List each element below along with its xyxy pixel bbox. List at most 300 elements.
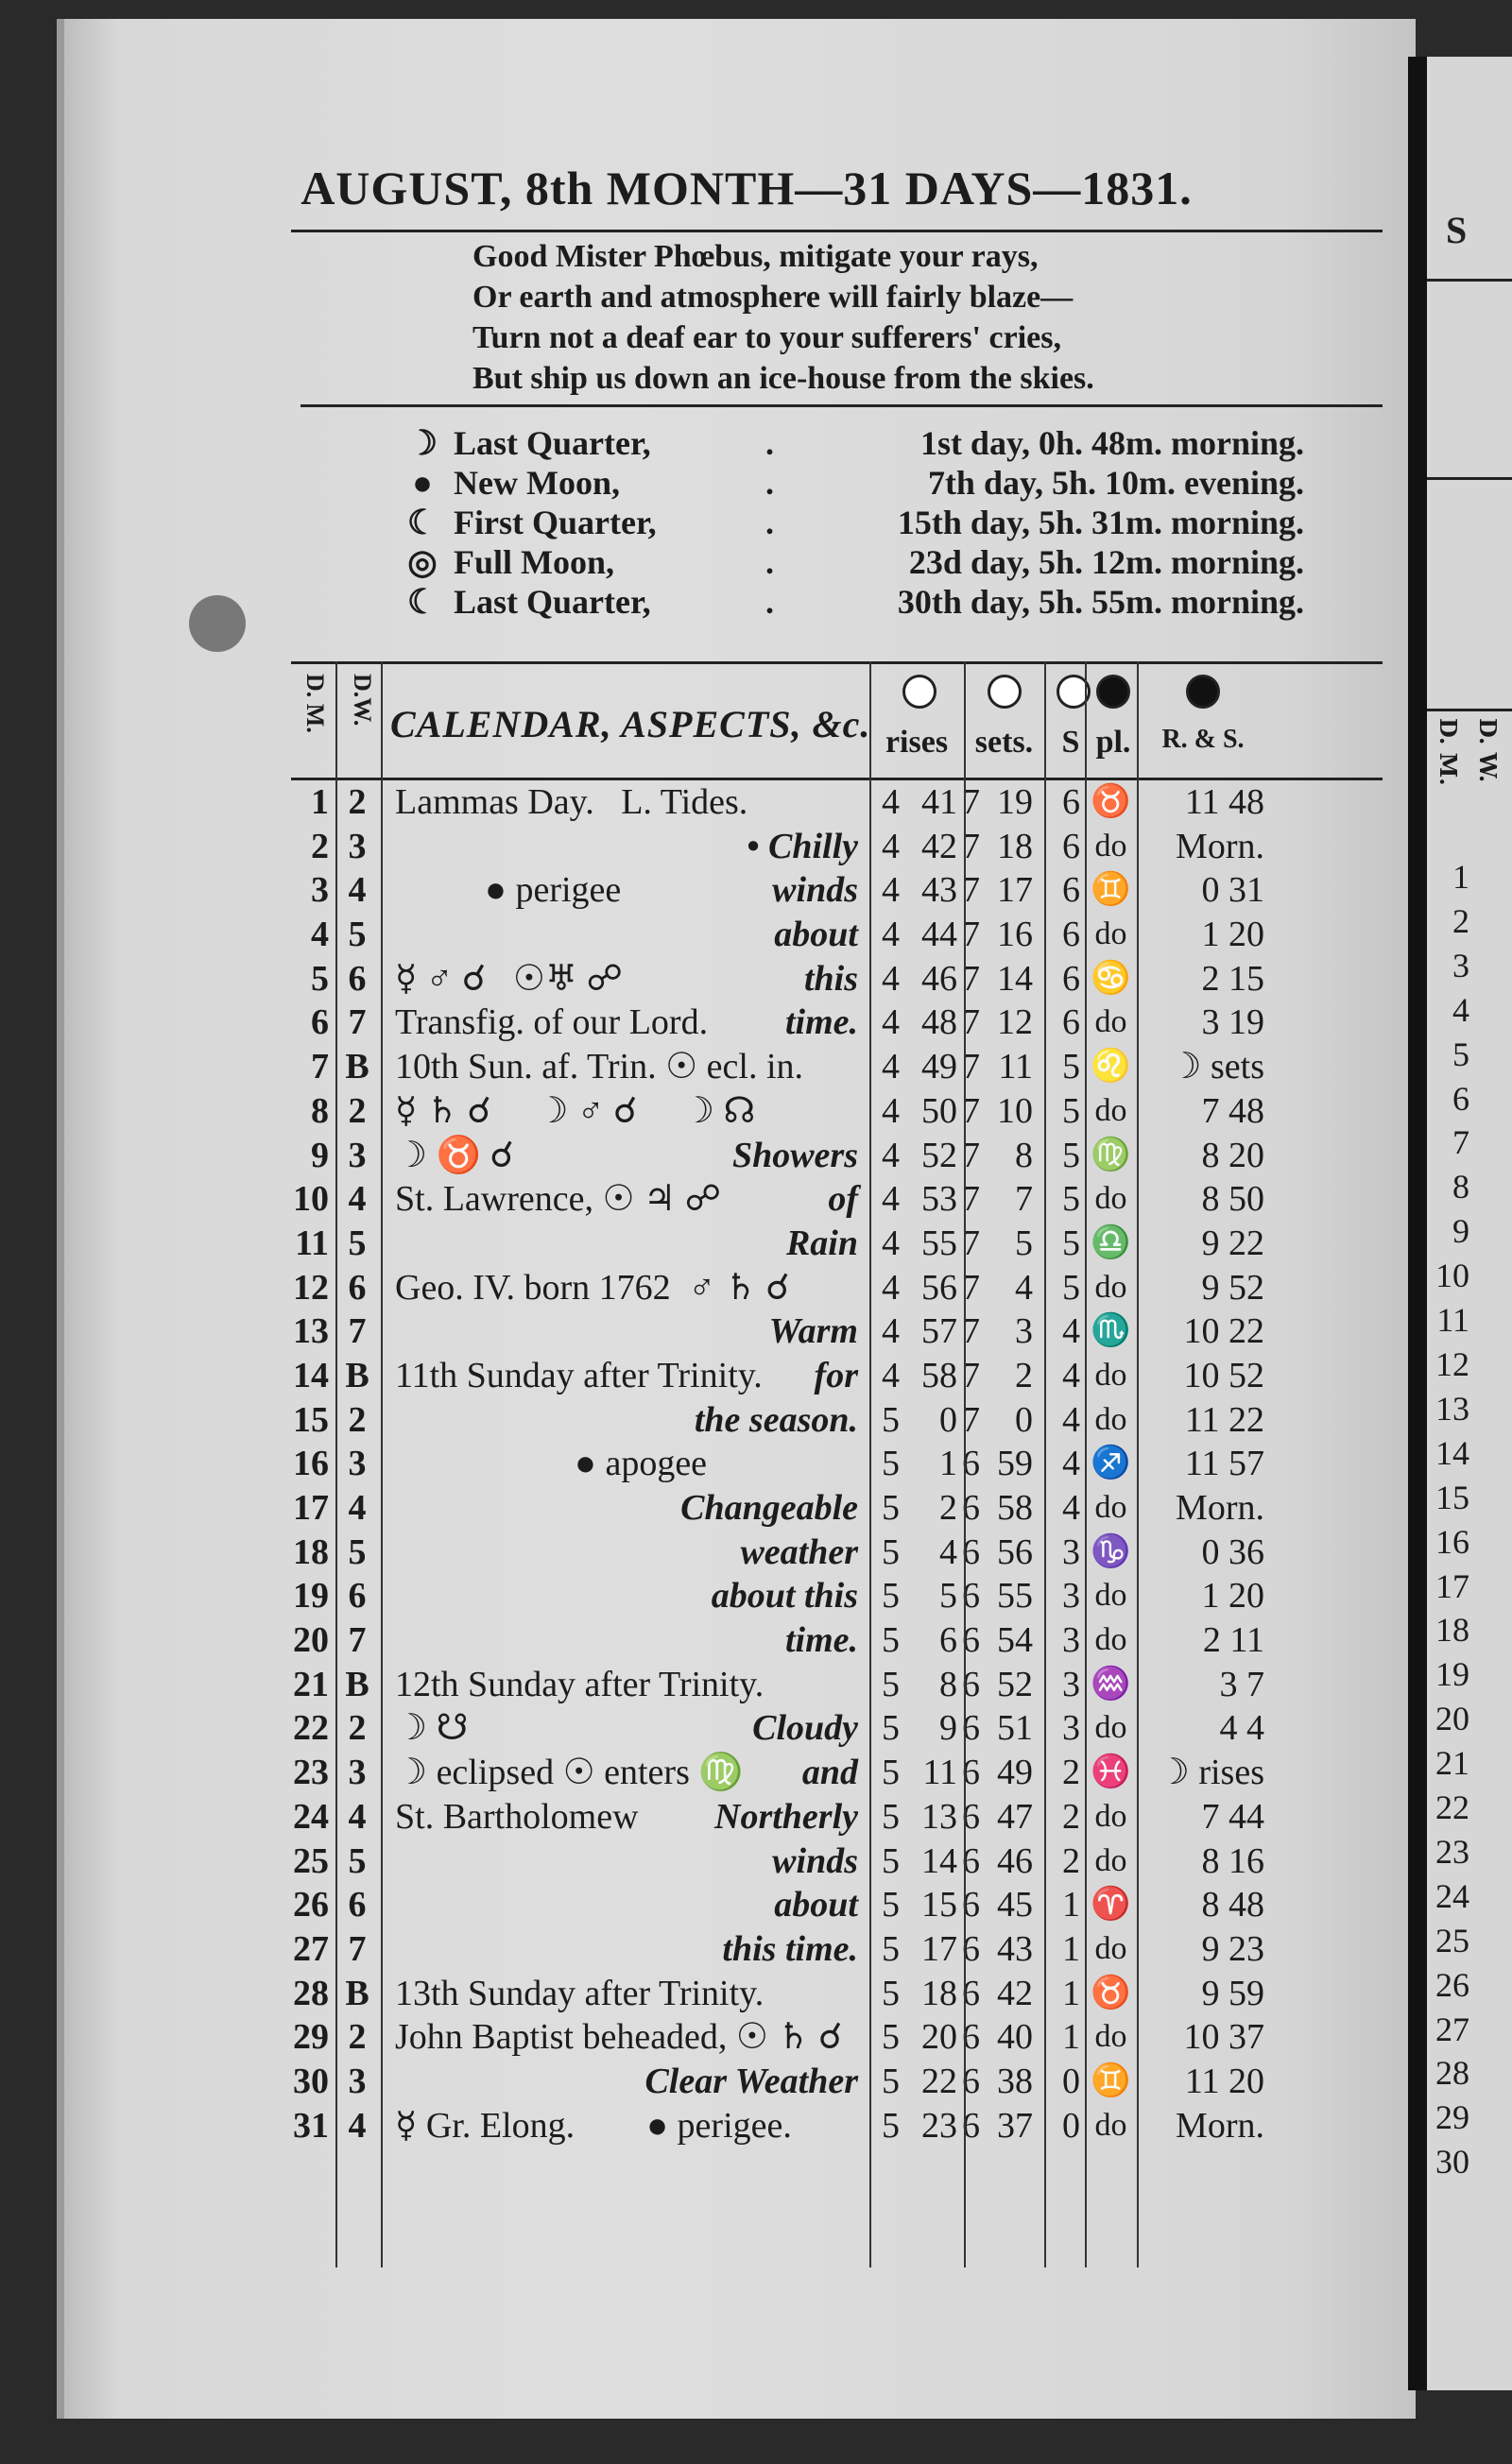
poem-line: Good Mister Phœbus, mitigate your rays, [472, 239, 1039, 274]
table-row [291, 868, 1383, 913]
moon-rise-set: 3 7 [1219, 1664, 1264, 1704]
next-page-fragment [1427, 57, 1512, 2390]
moon-place: do [1094, 1930, 1127, 1966]
sunset-minute: 43 [997, 1928, 1033, 1969]
sunset-minute: 47 [997, 1796, 1033, 1837]
table-row [291, 1486, 1383, 1531]
phase-time: 15th day, 5h. 31m. morning. [897, 504, 1304, 541]
weather-note: winds [772, 1840, 858, 1881]
day-of-month: 5 [311, 958, 329, 999]
day-of-week: 2 [348, 1090, 367, 1131]
next-page-day: 23 [1435, 1832, 1469, 1871]
leader-dot: . [765, 464, 774, 502]
calendar-entry: 13th Sunday after Trinity. [395, 1973, 765, 2013]
day-of-week: B [345, 1355, 369, 1395]
sunrise-hour: 5 [882, 1840, 900, 1881]
next-page-day: 25 [1435, 1921, 1469, 1959]
leader-dot: . [765, 583, 774, 621]
sunset-hour: 6 [962, 1708, 980, 1749]
day-of-week: 3 [348, 826, 367, 866]
table-row [291, 1134, 1383, 1178]
moon-place: do [1094, 1357, 1127, 1393]
day-of-month: 29 [293, 2017, 329, 2058]
sunrise-minute: 15 [921, 1885, 957, 1925]
sunset-minute: 38 [997, 2061, 1033, 2101]
day-of-week: 3 [348, 1444, 367, 1484]
poem [472, 236, 1323, 399]
sunset-hour: 6 [962, 2105, 980, 2146]
day-of-month: 2 [311, 826, 329, 866]
day-of-month: 8 [311, 1090, 329, 1131]
moon-rise-set: Morn. [1176, 2105, 1264, 2146]
sun-slow: 6 [1062, 826, 1080, 866]
next-page-day: 12 [1435, 1344, 1469, 1383]
moon-rise-set: 7 44 [1201, 1796, 1264, 1837]
table-row [291, 1706, 1383, 1751]
sunrise-hour: 5 [882, 1753, 900, 1793]
sunrise-minute: 43 [921, 870, 957, 911]
moon-place-header: pl. [1095, 725, 1131, 760]
sunrise-minute: 56 [921, 1267, 957, 1308]
sun-slow: 1 [1062, 1928, 1080, 1969]
next-page-day: 4 [1452, 990, 1469, 1029]
phase-time: 23d day, 5h. 12m. morning. [908, 543, 1304, 581]
moon-rise-set: 10 52 [1183, 1355, 1264, 1395]
sunset-hour: 6 [962, 1973, 980, 2013]
sun-slow: 3 [1062, 1664, 1080, 1704]
sunset-minute: 40 [997, 2017, 1033, 2058]
sunrise-minute: 23 [921, 2105, 957, 2146]
next-page-day-column [1427, 855, 1469, 2184]
sunrise-minute: 44 [921, 915, 957, 955]
sun-slow: 2 [1062, 1840, 1080, 1881]
sunrise-minute: 2 [939, 1488, 957, 1528]
moon-place: do [1094, 1004, 1127, 1040]
moon-rise-set: 11 20 [1184, 2061, 1264, 2101]
sunset-hour: 7 [962, 1002, 980, 1043]
sunset-hour: 6 [962, 1840, 980, 1881]
weather-note: weather [740, 1531, 858, 1572]
day-of-month: 6 [311, 1002, 329, 1043]
sunrise-hour: 5 [882, 1620, 900, 1661]
next-page-day: 15 [1435, 1478, 1469, 1516]
title-rule [291, 230, 1383, 232]
day-of-week: 4 [348, 1488, 367, 1528]
day-of-month: 7 [311, 1047, 329, 1087]
weather-note: Warm [768, 1311, 858, 1352]
sunrise-hour: 4 [882, 1223, 900, 1263]
day-of-week: 7 [348, 1002, 367, 1043]
weather-note: time. [784, 1620, 858, 1661]
sunset-hour: 7 [962, 782, 980, 822]
table-row [291, 1354, 1383, 1398]
sunset-minute: 4 [1015, 1267, 1033, 1308]
weather-note: for [814, 1355, 858, 1395]
calendar-entry: St. Lawrence, ☉ ♃ ☍ [395, 1179, 722, 1220]
sunrise-minute: 4 [939, 1531, 957, 1572]
sunset-hour: 7 [962, 958, 980, 999]
moon-phases [406, 423, 1304, 622]
day-of-month: 24 [293, 1796, 329, 1837]
sunrise-minute: 48 [921, 1002, 957, 1043]
table-row [291, 1398, 1383, 1443]
sun-slow: 3 [1062, 1576, 1080, 1617]
sunset-minute: 56 [997, 1531, 1033, 1572]
weather-note: Clear Weather [644, 2061, 858, 2101]
leader-dot: . [765, 504, 774, 541]
table-row [291, 1531, 1383, 1575]
day-of-week: 2 [348, 1399, 367, 1440]
weather-note: Rain [785, 1223, 858, 1263]
calendar-entry: John Baptist beheaded, ☉ ♄ ☌ [395, 2017, 843, 2058]
sunset-hour: 7 [962, 1047, 980, 1087]
sunrise-hour: 4 [882, 1002, 900, 1043]
day-of-month: 21 [293, 1664, 329, 1704]
table-row [291, 825, 1383, 869]
sun-slow: 1 [1062, 2017, 1080, 2058]
sunset-minute: 2 [1015, 1355, 1033, 1395]
sunrise-hour: 5 [882, 2017, 900, 2058]
moon-rise-set: 10 22 [1183, 1311, 1264, 1352]
weather-note: the season. [694, 1399, 858, 1440]
sunset-hour: 7 [962, 1311, 980, 1352]
moon-place: do [1094, 1401, 1127, 1437]
table-row [291, 1972, 1383, 2016]
next-page-title-fragment: S [1446, 209, 1468, 251]
table-row [291, 1222, 1383, 1266]
sunset-minute: 52 [997, 1664, 1033, 1704]
moon-place: ♊ [1091, 872, 1131, 908]
sunset-minute: 5 [1015, 1223, 1033, 1263]
weather-note: this [803, 958, 858, 999]
sunrise-hour: 4 [882, 1179, 900, 1220]
sun-slow: 3 [1062, 1531, 1080, 1572]
next-page-day: 24 [1435, 1876, 1469, 1915]
sun-slow: 5 [1062, 1135, 1080, 1175]
sunrise-minute: 18 [921, 1973, 957, 2013]
calendar-table [291, 661, 1383, 2147]
sunset-hour: 6 [962, 1885, 980, 1925]
sun-slow: 6 [1062, 782, 1080, 822]
sun-slow: 0 [1062, 2061, 1080, 2101]
sun-slow: 2 [1062, 1796, 1080, 1837]
weather-note: Cloudy [752, 1708, 858, 1749]
moon-place: do [1094, 1710, 1127, 1746]
sun-slow: 0 [1062, 2105, 1080, 2146]
sunrise-hour: 5 [882, 1488, 900, 1528]
moon-place: ♐ [1091, 1446, 1131, 1481]
day-of-month: 30 [293, 2061, 329, 2101]
sunset-minute: 45 [997, 1885, 1033, 1925]
sunrise-minute: 20 [921, 2017, 957, 2058]
day-of-week: 5 [348, 1223, 367, 1263]
next-page-day: 14 [1435, 1433, 1469, 1472]
sunset-minute: 0 [1015, 1399, 1033, 1440]
table-row [291, 1089, 1383, 1134]
sunrise-minute: 58 [921, 1355, 957, 1395]
moon-place: ♈ [1091, 1887, 1131, 1923]
table-row [291, 1001, 1383, 1045]
moon-place: do [1094, 828, 1127, 864]
table-row [291, 1751, 1383, 1795]
sunset-minute: 14 [997, 958, 1033, 999]
moon-rise-set: 9 59 [1201, 1973, 1264, 2013]
sunrise-hour: 4 [882, 1311, 900, 1352]
sun-slow: 5 [1062, 1267, 1080, 1308]
sunrise-minute: 49 [921, 1047, 957, 1087]
moon-place: ♍ [1091, 1137, 1131, 1172]
day-of-week: 2 [348, 2017, 367, 2058]
moon-place: do [1094, 916, 1127, 952]
calendar-entry: ● apogee [395, 1444, 708, 1484]
day-of-week: B [345, 1973, 369, 2013]
next-page-day: 9 [1452, 1212, 1469, 1251]
weather-note: about [774, 1885, 858, 1925]
sunrise-hour: 4 [882, 1355, 900, 1395]
calendar-entry: ☿ ♄ ☌ ☽ ♂ ☌ ☽ ☊ [395, 1090, 756, 1131]
poem-rule [301, 404, 1383, 407]
sun-slow: 5 [1062, 1047, 1080, 1087]
sunset-minute: 17 [997, 870, 1033, 911]
last-quarter-icon: ☽ [406, 424, 438, 462]
day-of-month: 10 [293, 1179, 329, 1220]
weather-note: and [801, 1753, 858, 1793]
calendar-entry: ☽ ♉ ☌ [395, 1135, 514, 1175]
day-of-week: 5 [348, 1840, 367, 1881]
day-of-week: 6 [348, 1576, 367, 1617]
sunrise-minute: 55 [921, 1223, 957, 1263]
table-header [291, 661, 1383, 780]
day-of-week: 2 [348, 782, 367, 822]
sun-slow: 4 [1062, 1488, 1080, 1528]
sunrise-minute: 41 [921, 782, 957, 822]
sunrise-minute: 9 [939, 1708, 957, 1749]
moon-place: ♉ [1091, 784, 1131, 819]
sunset-hour: 7 [962, 1267, 980, 1308]
moon-rise-set-header: R. & S. [1161, 725, 1245, 754]
day-of-month: 25 [293, 1840, 329, 1881]
sunset-hour: 7 [962, 1179, 980, 1220]
sun-slow: 6 [1062, 870, 1080, 911]
sunset-minute: 18 [997, 826, 1033, 866]
day-of-month: 4 [311, 915, 329, 955]
column-divider [869, 661, 871, 2267]
sunset-minute: 51 [997, 1708, 1033, 1749]
sunrise-minute: 13 [921, 1796, 957, 1837]
next-page-day: 28 [1435, 2054, 1469, 2093]
moon-rise-set: Morn. [1176, 826, 1264, 866]
moon-rise-set: 9 23 [1201, 1928, 1264, 1969]
sunrise-hour: 5 [882, 1531, 900, 1572]
sunrise-hour: 4 [882, 1135, 900, 1175]
sunset-hour: 7 [962, 1090, 980, 1131]
next-page-day: 5 [1452, 1035, 1469, 1073]
sun-icon [986, 672, 1023, 709]
first-quarter-icon: ☾ [406, 504, 438, 541]
moon-rise-set: 8 50 [1201, 1179, 1264, 1220]
table-row [291, 1839, 1383, 1884]
leader-dot: . [765, 424, 774, 462]
phase-name: Last Quarter, [454, 583, 651, 621]
weather-note: about this [711, 1576, 858, 1617]
sunset-minute: 19 [997, 782, 1033, 822]
moon-rise-set: ☽ rises [1157, 1753, 1264, 1793]
table-row [291, 1618, 1383, 1663]
moon-place: ♑ [1091, 1533, 1131, 1569]
day-of-month: 3 [311, 870, 329, 911]
day-of-week: 6 [348, 1267, 367, 1308]
day-of-month: 31 [293, 2105, 329, 2146]
moon-place: do [1094, 1181, 1127, 1217]
sun-slow: 6 [1062, 1002, 1080, 1043]
moon-rise-set: 0 36 [1201, 1531, 1264, 1572]
next-page-day: 30 [1435, 2143, 1469, 2182]
moon-rise-set: 7 48 [1201, 1090, 1264, 1131]
poem-line: Turn not a deaf ear to your sufferers' cries, [472, 320, 1061, 355]
day-of-month: 12 [293, 1267, 329, 1308]
calendar-entry: ● perigee [395, 870, 622, 911]
moon-rise-set: 9 22 [1201, 1223, 1264, 1263]
day-of-week: 3 [348, 2061, 367, 2101]
sunrise-hour: 5 [882, 1885, 900, 1925]
moon-rise-set: 3 19 [1201, 1002, 1264, 1043]
sunset-hour: 6 [962, 1576, 980, 1617]
sun-slow: 1 [1062, 1885, 1080, 1925]
moon-place: ♎ [1091, 1224, 1131, 1260]
moon-place: do [1094, 1269, 1127, 1305]
sunrise-hour: 4 [882, 1267, 900, 1308]
phase-time: 1st day, 0h. 48m. morning. [919, 424, 1304, 462]
sunrise-hour: 5 [882, 2061, 900, 2101]
next-page-day: 29 [1435, 2098, 1469, 2137]
sunset-hour: 6 [962, 1753, 980, 1793]
table-row [291, 2015, 1383, 2060]
next-page-day: 1 [1452, 858, 1469, 896]
sunrise-minute: 5 [939, 1576, 957, 1617]
moon-place: ♉ [1091, 1975, 1131, 2011]
day-of-week: 4 [348, 1796, 367, 1837]
day-of-week: 7 [348, 1311, 367, 1352]
table-row [291, 1266, 1383, 1310]
calendar-entry: ☽ ☋ [395, 1708, 469, 1749]
sunrise-hour: 5 [882, 1796, 900, 1837]
calendar-entry: ☿ ♂ ☌ ☉♅ ☍ [395, 958, 623, 999]
day-of-month: 9 [311, 1135, 329, 1175]
day-of-week: 6 [348, 958, 367, 999]
moon-place: ♓ [1091, 1754, 1131, 1790]
calendar-entry: Geo. IV. born 1762 ♂ ♄ ☌ [395, 1267, 790, 1308]
table-row [291, 2104, 1383, 2148]
moon-phase-row [406, 423, 1304, 463]
moon-rise-set: 2 11 [1202, 1620, 1264, 1661]
next-page-day: 3 [1452, 946, 1469, 984]
weather-note: Northerly [714, 1796, 858, 1837]
table-row [291, 1177, 1383, 1222]
moon-place: ♒ [1091, 1666, 1131, 1702]
sun-sets-header: sets. [974, 725, 1034, 760]
moon-rise-set: 8 20 [1201, 1135, 1264, 1175]
day-of-month-header: D. M. [301, 674, 329, 733]
sunset-hour: 6 [962, 1444, 980, 1484]
sunset-minute: 3 [1015, 1311, 1033, 1352]
moon-rise-set: 11 57 [1184, 1444, 1264, 1484]
weather-note: time. [784, 1002, 858, 1043]
calendar-entry: St. Bartholomew [395, 1796, 639, 1837]
sun-slow: 4 [1062, 1444, 1080, 1484]
weather-note: Showers [731, 1135, 858, 1175]
table-row [291, 1883, 1383, 1927]
day-of-week: 4 [348, 870, 367, 911]
phase-name: Full Moon, [454, 543, 615, 581]
moon-rise-set: 1 20 [1201, 915, 1264, 955]
day-of-month: 1 [311, 782, 329, 822]
phase-name: New Moon, [454, 464, 620, 502]
calendar-entry: 10th Sun. af. Trin. ☉ ecl. in. [395, 1047, 804, 1087]
moon-rise-set: 8 16 [1201, 1840, 1264, 1881]
calendar-entry: ☽ eclipsed ☉ enters ♍ [395, 1753, 744, 1793]
sunrise-minute: 0 [939, 1399, 957, 1440]
moon-place: do [1094, 2107, 1127, 2143]
leader-dot: . [765, 543, 774, 581]
column-divider [1137, 661, 1139, 2267]
day-of-month: 13 [293, 1311, 329, 1352]
day-of-week: 5 [348, 915, 367, 955]
phase-time: 30th day, 5h. 55m. morning. [897, 583, 1304, 621]
sunrise-minute: 57 [921, 1311, 957, 1352]
sunrise-hour: 4 [882, 1090, 900, 1131]
moon-rise-set: 0 31 [1201, 870, 1264, 911]
new-moon-icon: ● [412, 464, 433, 502]
day-of-month: 16 [293, 1444, 329, 1484]
next-page-day: 26 [1435, 1965, 1469, 2004]
sunset-minute: 37 [997, 2105, 1033, 2146]
day-of-month: 28 [293, 1973, 329, 2013]
day-of-month: 19 [293, 1576, 329, 1617]
moon-place: do [1094, 1578, 1127, 1614]
day-of-month: 27 [293, 1928, 329, 1969]
moon-icon [1094, 672, 1132, 709]
table-row [291, 957, 1383, 1001]
column-divider [335, 661, 337, 2267]
next-page-day: 16 [1435, 1522, 1469, 1561]
moon-place: do [1094, 1622, 1127, 1658]
moon-rise-set: ☽ sets [1169, 1047, 1264, 1087]
sunrise-minute: 1 [939, 1444, 957, 1484]
table-row [291, 1309, 1383, 1354]
moon-rise-set: 4 4 [1219, 1708, 1264, 1749]
sunset-minute: 54 [997, 1620, 1033, 1661]
weather-note: Changeable [680, 1488, 858, 1528]
sunset-minute: 59 [997, 1444, 1033, 1484]
sunrise-minute: 17 [921, 1928, 957, 1969]
table-row [291, 913, 1383, 957]
day-of-month: 22 [293, 1708, 329, 1749]
next-page-day: 17 [1435, 1566, 1469, 1605]
moon-place: do [1094, 1842, 1127, 1878]
table-body [291, 780, 1383, 2147]
moon-rise-set: 9 52 [1201, 1267, 1264, 1308]
sun-slow: 5 [1062, 1223, 1080, 1263]
sun-slow: 6 [1062, 915, 1080, 955]
day-of-week: 6 [348, 1885, 367, 1925]
next-page-day: 8 [1452, 1168, 1469, 1206]
next-page-dw-header: D. W. [1474, 718, 1502, 783]
sun-slow: 4 [1062, 1355, 1080, 1395]
sunrise-minute: 8 [939, 1664, 957, 1704]
sunrise-hour: 5 [882, 1664, 900, 1704]
day-of-week: 7 [348, 1928, 367, 1969]
sunrise-hour: 5 [882, 1973, 900, 2013]
